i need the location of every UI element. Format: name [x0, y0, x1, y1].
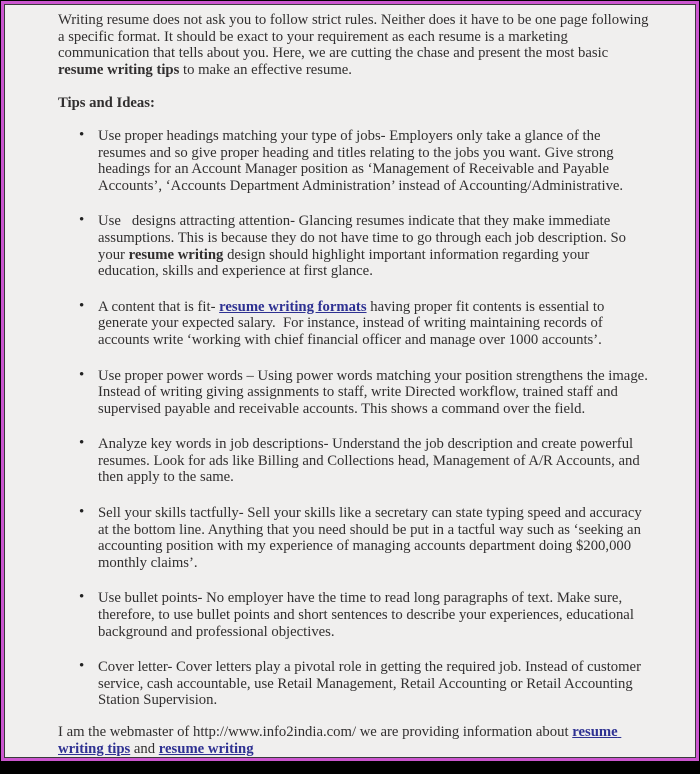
list-item-content-fit: [58, 299, 649, 349]
intro-text-after: to make an effective resume.: [179, 61, 352, 78]
bullet-text: Use designs attracting attention- Glancing resumes indicate that they make immediate assumptions. This is because they do not have time to go through each job description. So your: [98, 213, 630, 263]
footer-text-mid: and: [130, 740, 159, 757]
document-page: [4, 4, 696, 758]
resume-writing-tips-link[interactable]: resume writing tips: [58, 724, 622, 757]
list-item-keywords: [58, 436, 649, 486]
footer-paragraph: [58, 724, 649, 757]
list-item-designs: [58, 213, 649, 279]
bullet-text: Use proper power words – Using power words matching your position strengthens the image. Instead of writing giving assignments to staff, write Directed workflow, trained staff and supervised payable and receivable accounts. This shows a command over the field.: [98, 367, 652, 417]
bullet-text: Cover letter- Cover letters play a pivotal role in getting the required job. Instead of customer service, cash accountable, use Retail Management, Retail Accounting or Retail Accounting Station Supervision.: [98, 659, 645, 709]
section-heading: Tips and Ideas:: [58, 95, 155, 112]
intro-paragraph: [58, 12, 653, 78]
list-item-cover-letter: [58, 659, 649, 709]
bullet-text: Use proper headings matching your type of jobs- Employers only take a glance of the resumes and so give proper heading and titles relating to the jobs you want. Give strong headings for an Account Manager position as ‘Management of Receivable and Payable Accounts’, ‘Accounts Department Administration’ instead of Accounting/Administrative.: [98, 127, 624, 194]
bullet-text: A content that is fit-: [98, 298, 220, 315]
page-border-frame: [1, 1, 699, 761]
intro-bold-phrase: resume writing tips: [58, 61, 180, 78]
tips-list: [58, 127, 652, 709]
bullet-text-after: design should highlight important information regarding your education, skills and experience at first glance.: [98, 246, 593, 280]
intro-text: Writing resume does not ask you to follow strict rules. Neither does it have to be one page following a specific format. It should be exact to your requirement as each resume is a marketing communication that tells about you. Here, we are cutting the chase and present the most basic: [58, 12, 653, 62]
list-item-headings: [58, 128, 649, 194]
list-item-power-words: [58, 367, 652, 418]
resume-writing-link[interactable]: resume writing: [158, 740, 254, 757]
bullet-bold-phrase: resume writing: [128, 246, 224, 263]
bullet-text: Use bullet points- No employer have the time to read long paragraphs of text. Make sure, therefore, to use bullet points and short sentences to describe your experiences, educational background and professional objectives.: [98, 590, 638, 640]
list-item-sell-skills: [58, 505, 649, 571]
bullet-text: Analyze key words in job descriptions- Understand the job description and create powerful resumes. Look for ads like Billing and Collections head, Management of A/R Accounts, and then apply to the same.: [98, 436, 644, 486]
footer-text: I am the webmaster of http://www.info2india.com/ we are providing information about: [58, 724, 573, 740]
bullet-text-after: having proper fit contents is essential to generate your expected salary. For instance, instead of writing maintaining records of accounts write ‘working with chief financial officer and manage over 1000 accounts’.: [98, 298, 609, 348]
list-item-bullet-points: [58, 590, 649, 640]
resume-writing-formats-link[interactable]: resume writing formats: [219, 298, 367, 315]
bullet-text: Sell your skills tactfully- Sell your skills like a secretary can state typing speed and accuracy at the bottom line. Anything that you need should be put in a tactful way such as ‘seeking an accounting position with my experience of managing accounts department doing $200,000 monthly claims’.: [98, 505, 646, 571]
